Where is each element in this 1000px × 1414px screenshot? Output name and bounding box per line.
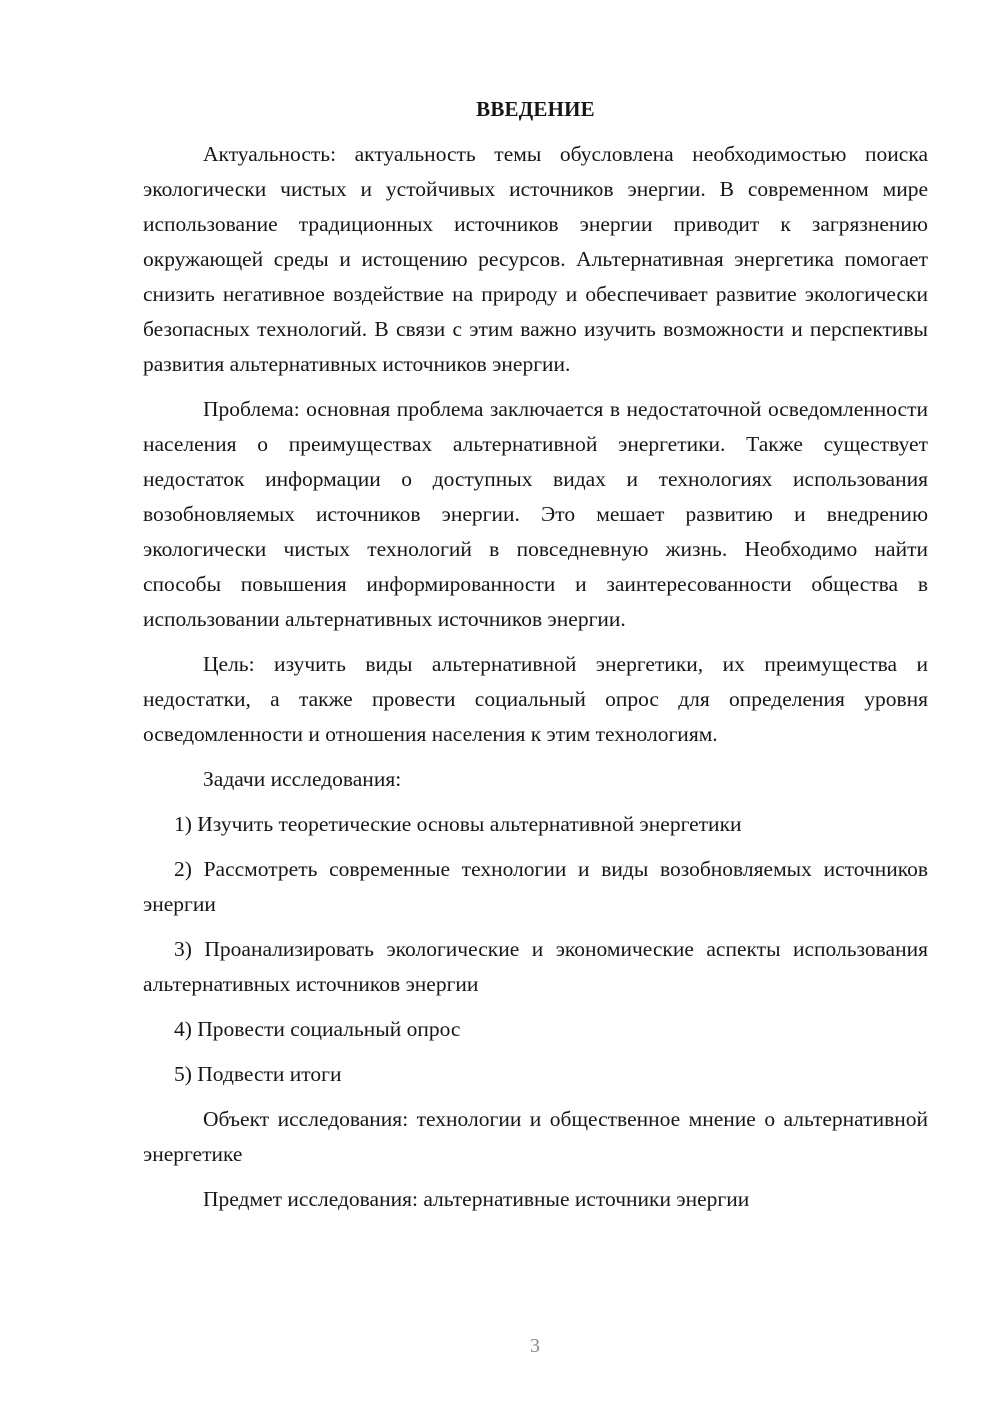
paragraph-tasks-heading: Задачи исследования: (203, 767, 402, 791)
task-item-2: 2) Рассмотреть современные технологии и виды возобновляемых источников энергии (143, 857, 928, 916)
paragraph-problem: Проблема: основная проблема заключается в недостаточной осведомленности населения о преимуществах альтернативной энергетики. Также существует недостаток информации о доступных видах и технологиях использования возобновляемых источников энергии. Это мешает развитию и внедрению экологически чистых технологий в повседневную жизнь. Необходимо найти способы повышения информированности и заинтересованности общества в использовании альтернативных источников энергии. (143, 397, 928, 631)
document-body (143, 92, 928, 1217)
task-item-1: 1) Изучить теоретические основы альтернативной энергетики (174, 812, 742, 836)
task-item-5: 5) Подвести итоги (174, 1062, 342, 1086)
paragraph-object: Объект исследования: технологии и общественное мнение о альтернативной энергетике (143, 1107, 928, 1166)
page-title: ВВЕДЕНИЕ (476, 97, 595, 121)
paragraph-relevance: Актуальность: актуальность темы обусловлена необходимостью поиска экологически чистых и устойчивых источников энергии. В современном мире использование традиционных источников энергии приводит к загрязнению окружающей среды и истощению ресурсов. Альтернативная энергетика помогает снизить негативное воздействие на природу и обеспечивает развитие экологически безопасных технологий. В связи с этим важно изучить возможности и перспективы развития альтернативных источников энергии. (143, 142, 928, 376)
paragraph-goal: Цель: изучить виды альтернативной энергетики, их преимущества и недостатки, а также провести социальный опрос для определения уровня осведомленности и отношения населения к этим технологиям. (143, 652, 928, 746)
paragraph-subject: Предмет исследования: альтернативные источники энергии (203, 1187, 750, 1211)
page-number: 3 (530, 1335, 540, 1357)
task-item-3: 3) Проанализировать экологические и экономические аспекты использования альтернативных источников энергии (143, 937, 928, 996)
task-item-4: 4) Провести социальный опрос (174, 1017, 461, 1041)
